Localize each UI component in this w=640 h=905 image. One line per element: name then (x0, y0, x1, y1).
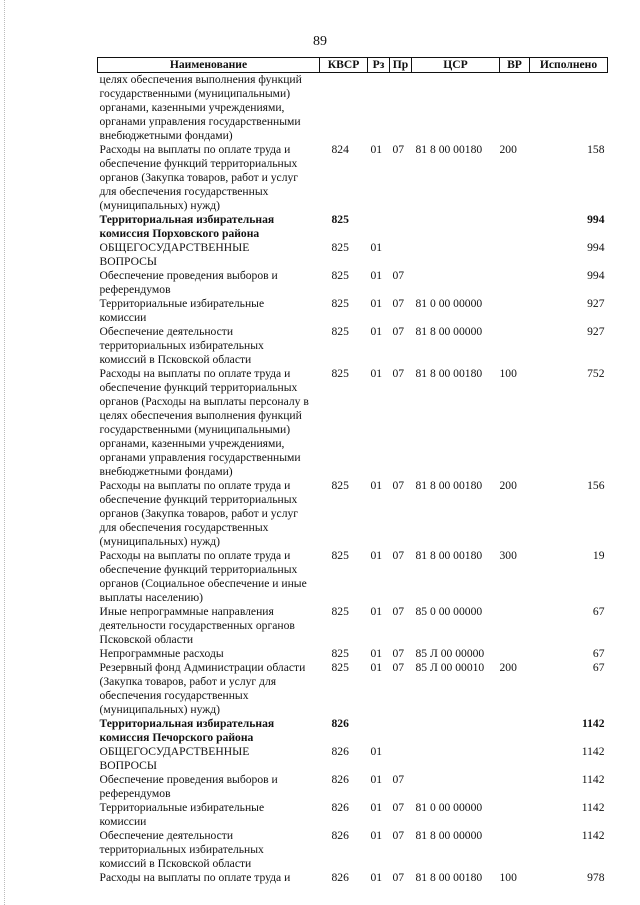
cell-vr (500, 605, 530, 647)
cell-name: ОБЩЕГОСУДАРСТВЕННЫЕ ВОПРОСЫ (99, 241, 250, 268)
cell-kvsr: 825 (331, 367, 349, 380)
table-row (98, 745, 608, 773)
cell-csr: 81 0 00 00000 (415, 801, 483, 814)
cell-name: целях обеспечения выполнения функций государственными (муниципальными) органами, казенными учреждениями, органами управления государственными внебюджетными фондами) (99, 73, 302, 142)
cell-vr: 100 (499, 367, 517, 380)
cell-csr: 81 8 00 00000 (415, 829, 483, 842)
cell-rz (368, 717, 390, 745)
cell-vr: 100 (499, 871, 517, 884)
cell-csr (412, 73, 500, 144)
cell-isp: 994 (587, 269, 605, 282)
header-isp: Исполнено (530, 58, 608, 73)
cell-kvsr (320, 73, 368, 144)
cell-csr: 81 8 00 00000 (415, 325, 483, 338)
cell-isp: 927 (587, 297, 605, 310)
cell-pr: 07 (392, 801, 405, 814)
cell-name: Территориальные избирательные комиссии (99, 297, 265, 324)
cell-vr (500, 829, 530, 871)
table-row (98, 801, 608, 829)
cell-rz: 01 (370, 829, 383, 842)
header-kvsr: КВСР (320, 58, 368, 73)
cell-pr: 07 (392, 367, 405, 380)
cell-kvsr: 825 (331, 661, 349, 674)
cell-name: Расходы на выплаты по оплате труда и обеспечение функций территориальных органов (Расходы на выплаты персоналу в целях обеспечения выполнения функций государственными (муниципальными) органами, казенными учреждениями, органами управления государственными внебюджетными фондами) (99, 367, 309, 478)
table-row (98, 829, 608, 871)
cell-pr: 07 (392, 829, 405, 842)
cell-kvsr: 825 (331, 605, 349, 618)
cell-kvsr: 826 (331, 745, 349, 758)
cell-vr (500, 325, 530, 367)
cell-vr (500, 647, 530, 661)
cell-pr: 07 (392, 325, 405, 338)
cell-csr: 81 8 00 00180 (415, 871, 483, 884)
page-number: 89 (313, 34, 327, 49)
cell-csr (412, 241, 500, 269)
cell-pr: 07 (392, 549, 405, 562)
cell-pr (390, 745, 412, 773)
cell-name: Территориальная избирательная комиссия Печорского района (99, 717, 275, 744)
cell-kvsr: 825 (331, 241, 349, 254)
cell-kvsr: 825 (331, 325, 349, 338)
cell-csr: 81 8 00 00180 (415, 367, 483, 380)
cell-rz: 01 (370, 801, 383, 814)
cell-kvsr: 825 (331, 297, 349, 310)
cell-vr (500, 297, 530, 325)
cell-isp: 752 (587, 367, 605, 380)
cell-isp: 19 (592, 549, 605, 562)
cell-isp: 994 (587, 213, 605, 226)
cell-pr: 07 (392, 479, 405, 492)
cell-isp: 978 (587, 871, 605, 884)
cell-isp: 156 (587, 479, 605, 492)
cell-csr: 81 0 00 00000 (415, 297, 483, 310)
cell-rz: 01 (370, 605, 383, 618)
cell-pr: 07 (392, 773, 405, 786)
cell-vr: 200 (499, 479, 517, 492)
cell-vr (500, 213, 530, 241)
header-pr: Пр (390, 58, 412, 73)
cell-csr: 81 8 00 00180 (415, 143, 483, 156)
cell-kvsr: 825 (331, 269, 349, 282)
cell-vr: 200 (499, 143, 517, 156)
cell-rz: 01 (370, 297, 383, 310)
cell-rz: 01 (370, 143, 383, 156)
cell-isp: 158 (587, 143, 605, 156)
cell-kvsr: 826 (331, 871, 349, 884)
table-row (98, 605, 608, 647)
cell-rz: 01 (370, 549, 383, 562)
cell-name: Расходы на выплаты по оплате труда и обеспечение функций территориальных органов (Закупка товаров, работ и услуг для обеспечения государственных (муниципальных) нужд) (99, 143, 299, 212)
cell-name: Расходы на выплаты по оплате труда и (99, 871, 291, 884)
cell-vr (500, 745, 530, 773)
cell-pr: 07 (392, 871, 405, 884)
cell-isp: 67 (592, 605, 605, 618)
cell-vr (500, 773, 530, 801)
cell-pr (390, 73, 412, 144)
cell-kvsr: 826 (331, 717, 349, 730)
cell-name: Иные непрограммные направления деятельности государственных органов Псковской области (99, 605, 295, 646)
cell-vr (500, 73, 530, 144)
table-row (98, 479, 608, 549)
cell-vr: 300 (499, 549, 517, 562)
table-header-row (98, 58, 608, 73)
cell-isp: 1142 (581, 717, 605, 730)
cell-vr (500, 269, 530, 297)
cell-name: Территориальные избирательные комиссии (99, 801, 265, 828)
table-row (98, 325, 608, 367)
cell-isp: 1142 (581, 773, 605, 786)
header-rz: Рз (368, 58, 390, 73)
cell-isp: 994 (587, 241, 605, 254)
cell-pr: 07 (392, 661, 405, 674)
table-row (98, 871, 608, 885)
cell-isp: 67 (592, 661, 605, 674)
cell-isp (530, 73, 608, 144)
cell-name: Обеспечение проведения выборов и референдумов (99, 269, 278, 296)
cell-csr: 81 8 00 00180 (415, 479, 483, 492)
budget-execution-table (97, 57, 608, 885)
cell-kvsr: 824 (331, 143, 349, 156)
table-row (98, 367, 608, 479)
table-row (98, 73, 608, 144)
cell-kvsr: 826 (331, 829, 349, 842)
cell-rz (368, 213, 390, 241)
table-row (98, 213, 608, 241)
cell-csr: 81 8 00 00180 (415, 549, 483, 562)
cell-isp: 1142 (581, 801, 605, 814)
table-row (98, 549, 608, 605)
cell-isp: 67 (592, 647, 605, 660)
cell-csr (412, 717, 500, 745)
cell-pr: 07 (392, 269, 405, 282)
table-row (98, 773, 608, 801)
cell-rz: 01 (370, 269, 383, 282)
cell-rz: 01 (370, 661, 383, 674)
cell-pr: 07 (392, 297, 405, 310)
cell-rz: 01 (370, 871, 383, 884)
cell-vr (500, 801, 530, 829)
cell-name: Резервный фонд Администрации области (Закупка товаров, работ и услуг для обеспечения государственных (муниципальных) нужд) (99, 661, 306, 716)
cell-csr: 85 Л 00 00000 (415, 647, 485, 660)
cell-name: Обеспечение деятельности территориальных избирательных комиссий в Псковской области (99, 325, 264, 366)
table-row (98, 269, 608, 297)
table-row (98, 297, 608, 325)
cell-csr (412, 773, 500, 801)
table-row (98, 241, 608, 269)
cell-pr: 07 (392, 647, 405, 660)
cell-vr (500, 241, 530, 269)
table-row (98, 143, 608, 213)
cell-name: Территориальная избирательная комиссия Порховского района (99, 213, 275, 240)
cell-csr: 85 Л 00 00010 (415, 661, 485, 674)
header-vr: ВР (500, 58, 530, 73)
cell-rz: 01 (370, 479, 383, 492)
table-row (98, 661, 608, 717)
cell-kvsr: 826 (331, 773, 349, 786)
cell-pr (390, 213, 412, 241)
cell-kvsr: 825 (331, 213, 349, 226)
table-row (98, 717, 608, 745)
cell-rz: 01 (370, 745, 383, 758)
cell-rz: 01 (370, 325, 383, 338)
header-csr: ЦСР (412, 58, 500, 73)
scan-edge-artifact (4, 0, 6, 905)
cell-kvsr: 825 (331, 647, 349, 660)
cell-rz (368, 73, 390, 144)
cell-name: Непрограммные расходы (99, 647, 224, 660)
cell-csr (412, 745, 500, 773)
cell-csr (412, 213, 500, 241)
cell-name: Расходы на выплаты по оплате труда и обеспечение функций территориальных органов (Закупка товаров, работ и услуг для обеспечения государственных (муниципальных) нужд) (99, 479, 299, 548)
cell-vr (500, 717, 530, 745)
cell-isp: 1142 (581, 745, 605, 758)
cell-vr: 200 (499, 661, 517, 674)
cell-name: ОБЩЕГОСУДАРСТВЕННЫЕ ВОПРОСЫ (99, 745, 250, 772)
cell-isp: 927 (587, 325, 605, 338)
cell-kvsr: 826 (331, 801, 349, 814)
cell-rz: 01 (370, 367, 383, 380)
cell-rz: 01 (370, 241, 383, 254)
cell-name: Обеспечение проведения выборов и референдумов (99, 773, 278, 800)
cell-name: Расходы на выплаты по оплате труда и обеспечение функций территориальных органов (Социальное обеспечение и иные выплаты населению) (99, 549, 307, 604)
table-row (98, 647, 608, 661)
cell-rz: 01 (370, 647, 383, 660)
cell-pr (390, 717, 412, 745)
cell-kvsr: 825 (331, 549, 349, 562)
cell-isp: 1142 (581, 829, 605, 842)
header-name: Наименование (98, 58, 320, 73)
cell-kvsr: 825 (331, 479, 349, 492)
cell-name: Обеспечение деятельности территориальных избирательных комиссий в Псковской области (99, 829, 264, 870)
cell-rz: 01 (370, 773, 383, 786)
cell-pr (390, 241, 412, 269)
cell-csr: 85 0 00 00000 (415, 605, 483, 618)
cell-pr: 07 (392, 605, 405, 618)
cell-csr (412, 269, 500, 297)
cell-pr: 07 (392, 143, 405, 156)
